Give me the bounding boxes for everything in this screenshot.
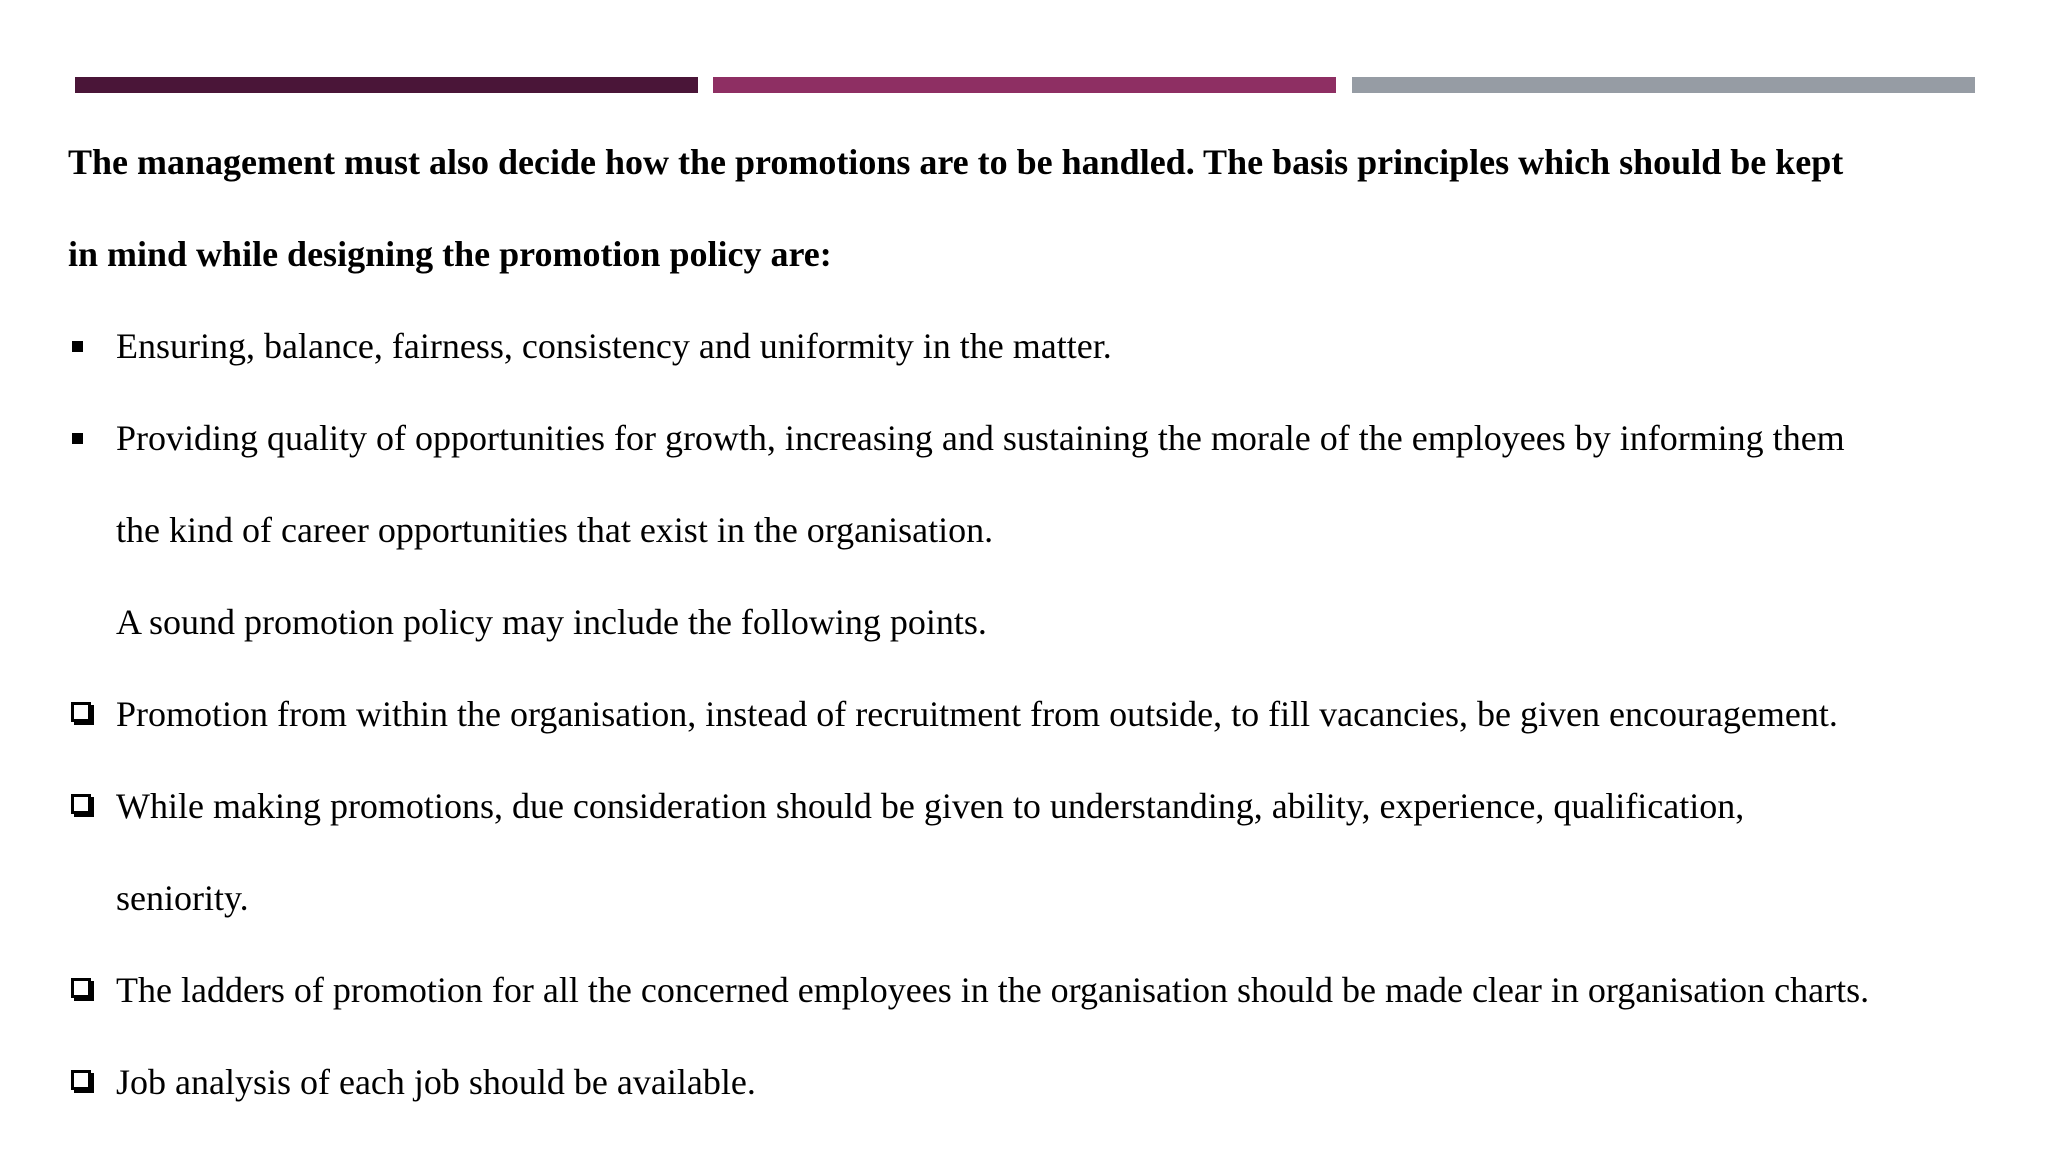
policy-point-1: Promotion from within the organisation, instead of recruitment from outside, to fill vacancies, be given encouragement. (116, 694, 1838, 734)
intro-line-1: The management must also decide how the promotions are to be handled. The basis principles which should be kept (68, 142, 1844, 182)
policy-point-3: The ladders of promotion for all the concerned employees in the organisation should be made clear in organisation charts. (116, 970, 1870, 1010)
policy-intro: A sound promotion policy may include the following points. (116, 602, 987, 642)
policy-point-2-line-1: While making promotions, due consideration should be given to understanding, ability, experience, qualification, (116, 786, 1745, 826)
checkbox-bullet-icon (71, 1070, 91, 1090)
policy-point-4: Job analysis of each job should be available. (116, 1062, 756, 1102)
square-bullet-icon (72, 433, 83, 444)
principle-item-2-line-2: the kind of career opportunities that exist in the organisation. (116, 510, 994, 550)
checkbox-bullet-icon (71, 794, 91, 814)
checkbox-bullet-icon (71, 978, 91, 998)
accent-bar-magenta (713, 77, 1336, 93)
principle-item-2-line-1: Providing quality of opportunities for growth, increasing and sustaining the morale of the employees by informing them (116, 418, 1845, 458)
square-bullet-icon (72, 341, 83, 352)
accent-bar-gray (1352, 77, 1975, 93)
principle-item-1: Ensuring, balance, fairness, consistency and uniformity in the matter. (116, 326, 1112, 366)
intro-line-2: in mind while designing the promotion policy are: (68, 234, 832, 274)
checkbox-bullet-icon (71, 702, 91, 722)
accent-bar-dark-plum (75, 77, 698, 93)
policy-point-2-line-2: seniority. (116, 878, 249, 918)
